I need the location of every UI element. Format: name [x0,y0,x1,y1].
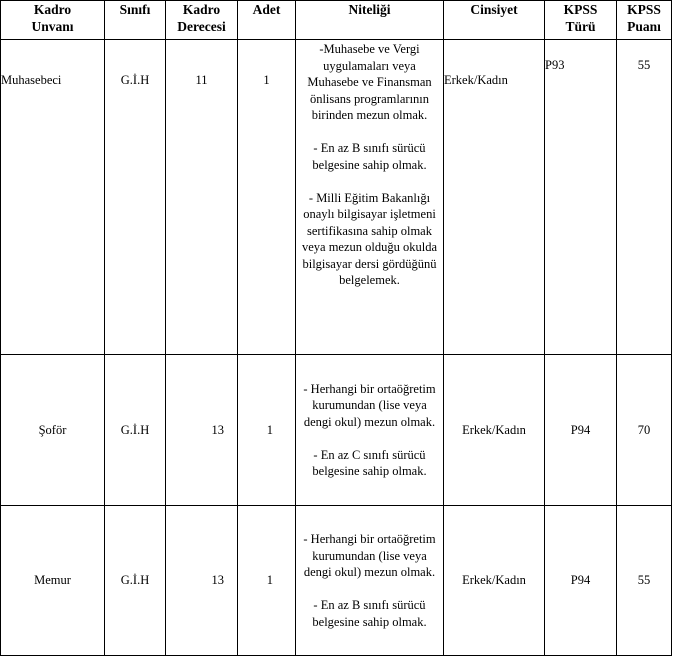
cell-sinifi: G.İ.H [105,355,166,506]
header-kadro-derecesi: Kadro Derecesi [166,1,238,40]
cell-cinsiyet: Erkek/Kadın [444,40,545,355]
cell-adet: 1 [238,506,296,656]
header-niteligi: Niteliği [296,1,444,40]
header-cinsiyet: Cinsiyet [444,1,545,40]
header-row [1,1,672,40]
nitelik-item: - En az B sınıfı sürücü belgesine sahip olmak. [312,141,427,172]
cell-kadro-derecesi: 13 [166,355,238,506]
header-kadro-unvani: Kadro Unvanı [1,1,105,40]
nitelik-item: - Herhangi bir ortaöğretim kurumundan (lise veya dengi okul) mezun olmak. [303,532,436,579]
nitelik-item: - En az C sınıfı sürücü belgesine sahip olmak. [312,447,427,478]
cell-kadro-unvani: Memur [1,506,105,656]
cell-cinsiyet: Erkek/Kadın [444,506,545,656]
header-kpss-puani: KPSS Puanı [617,1,672,40]
cell-niteligi [296,355,444,506]
table-row [1,506,672,656]
cell-kpss-turu: P94 [545,506,617,656]
header-adet: Adet [238,1,296,40]
cell-niteligi [296,40,444,355]
cell-niteligi [296,506,444,656]
cell-kadro-derecesi: 13 [166,506,238,656]
cell-adet: 1 [238,355,296,506]
nitelik-item: - En az B sınıfı sürücü belgesine sahip olmak. [312,598,427,629]
cell-kpss-puani: 55 [617,40,672,355]
header-sinifi: Sınıfı [105,1,166,40]
cell-kadro-unvani: Muhasebeci [1,40,105,355]
header-kpss-turu: KPSS Türü [545,1,617,40]
table-row [1,40,672,355]
cell-sinifi: G.İ.H [105,506,166,656]
cell-cinsiyet: Erkek/Kadın [444,355,545,506]
cell-kpss-turu: P93 [545,40,617,355]
nitelik-item: - Milli Eğitim Bakanlığı onaylı bilgisayar işletmeni sertifikasına sahip olmak veya mezun olduğu okulda bilgisayar dersi gördüğünü belgelemek. [301,190,438,287]
cell-adet: 1 [238,40,296,355]
cell-kadro-unvani: Şoför [1,355,105,506]
nitelik-item: -Muhasebe ve Vergi uygulamaları veya Muhasebe ve Finansman önlisans programlarının birinden mezun olmak. [307,42,432,122]
cell-kadro-derecesi: 11 [166,40,238,355]
nitelik-item: - Herhangi bir ortaöğretim kurumundan (lise veya dengi okul) mezun olmak. [303,381,436,429]
table-row [1,355,672,506]
cell-kpss-turu: P94 [545,355,617,506]
cell-kpss-puani: 70 [617,355,672,506]
cell-kpss-puani: 55 [617,506,672,656]
cell-sinifi: G.İ.H [105,40,166,355]
